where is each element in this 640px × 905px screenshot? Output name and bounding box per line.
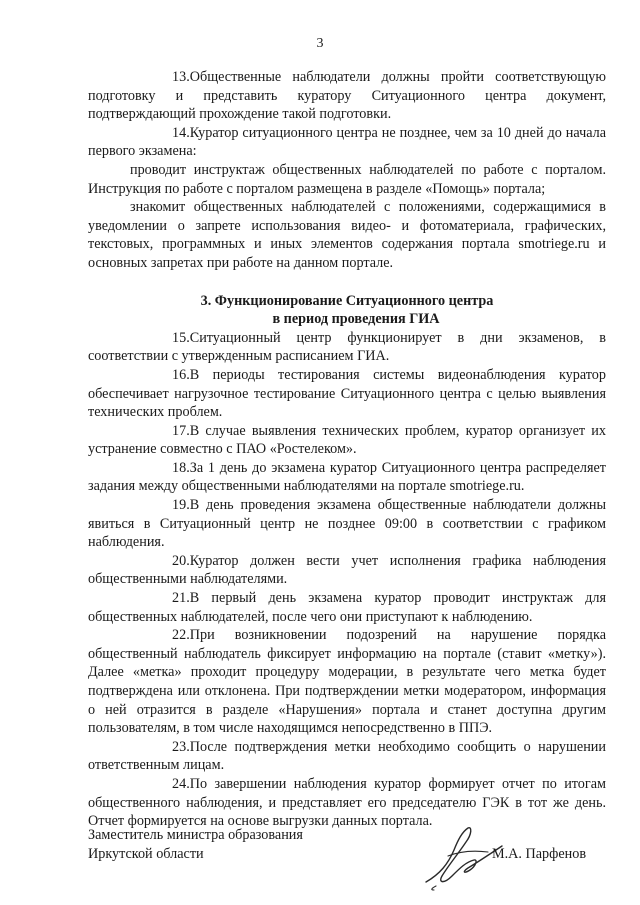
paragraph [88,738,606,775]
paragraphs-after-section [88,329,606,831]
paragraph [88,124,606,161]
paragraph [88,366,606,422]
paragraph-text: За 1 день до экзамена куратор Ситуационного центра распределяет задания между общественными наблюдателями на портале smotriege.ru. [88,459,606,495]
paragraph-text: По завершении наблюдения куратор формирует отчет по итогам общественного наблюдения, и представляет его председателю ГЭК в тот же день. Отчет формируется на основе выгрузки данных портала. [88,775,606,830]
paragraph-number: 17. [172,422,190,439]
paragraph-text: В первый день экзамена куратор проводит инструктаж для общественных наблюдателей, после чего они приступают к наблюдению. [88,590,606,625]
section-heading-line2: в период проведения ГИА [272,311,440,328]
paragraph-text: При возникновении подозрений на нарушение порядка общественный наблюдатель фиксирует информацию на портале (ставит «метку»). Далее «метка» проходит процедуру модерации, в результате чего метка будет подтверждена или отклонена. При подтверждении метки модератором, информация о ней отразится в разделе «Нарушения» портала и станет доступна другим пользователям, в том числе находящимся непосредственно в ППЭ. [88,627,606,737]
paragraph-text: проводит инструктаж общественных наблюдателей по работе с порталом. Инструкция по работе с порталом размещена в разделе «Помощь» портала; [88,161,606,197]
paragraph [88,589,606,626]
paragraph-number: 16. [172,366,190,383]
paragraph-text: Куратор ситуационного центра не позднее, чем за 10 дней до начала первого экзамена: [88,124,606,160]
paragraph-number: 23. [172,738,190,755]
paragraph-number: 15. [172,329,190,346]
paragraph [88,459,606,496]
document-body [88,68,606,831]
signature-position-line2: Иркутской области [88,845,204,862]
paragraph [88,68,606,124]
paragraph-number: 14. [172,124,190,141]
section-heading-line1: 3. Функционирование Ситуационного центра [200,292,494,309]
paragraph [88,626,606,738]
paragraph-number: 24. [172,775,190,792]
paragraph-number: 22. [172,627,190,644]
paragraph-number: 13. [172,69,190,85]
paragraph-text: Куратор должен вести учет исполнения графика наблюдения общественными наблюдателями. [88,552,606,588]
paragraph-number: 19. [172,497,190,514]
signature-position [88,826,303,863]
paragraph-text: В периоды тестирования системы видеонаблюдения куратор обеспечивает нагрузочное тестирование Ситуационного центра с целью выявления технических проблем. [88,366,606,421]
paragraph [88,496,606,552]
page-number: 3 [316,36,324,51]
paragraph [88,198,606,272]
paragraphs-before-section [88,68,606,273]
paragraph [88,329,606,366]
signature-position-line1: Заместитель министра образования [88,827,303,843]
paragraph-number: 20. [172,552,190,569]
paragraph-text: В день проведения экзамена общественные наблюдатели должны явиться в Ситуационный центр не позднее 09:00 в соответствии с графиком наблюдения. [88,497,606,551]
section-heading [88,292,606,329]
paragraph-text: После подтверждения метки необходимо сообщить о нарушении ответственным лицам. [88,738,606,774]
paragraph [88,161,606,198]
signature-name: М.А. Парфенов [492,846,587,862]
paragraph-number: 21. [172,590,190,607]
paragraph [88,552,606,589]
paragraph-text: В случае выявления технических проблем, куратор организует их устранение совместно с ПАО «Ростелеком». [88,422,606,458]
paragraph-number: 18. [172,459,190,476]
paragraph [88,775,606,831]
paragraph-text: знакомит общественных наблюдателей с положениями, содержащимися в уведомлении о запрете использования видео- и фотоматериала, графических, текстовых, программных и иных элементов содержания портала smotriege.ru и основных запретах при работе на данном портале. [88,199,606,271]
paragraph-text: Общественные наблюдатели должны пройти соответствующую подготовку и представить куратору Ситуационного центра документ, подтверждающий прохождение такой подготовки. [88,69,606,123]
paragraph [88,422,606,459]
paragraph-text: Ситуационный центр функционирует в дни экзаменов, в соответствии с утвержденным расписанием ГИА. [88,329,606,365]
